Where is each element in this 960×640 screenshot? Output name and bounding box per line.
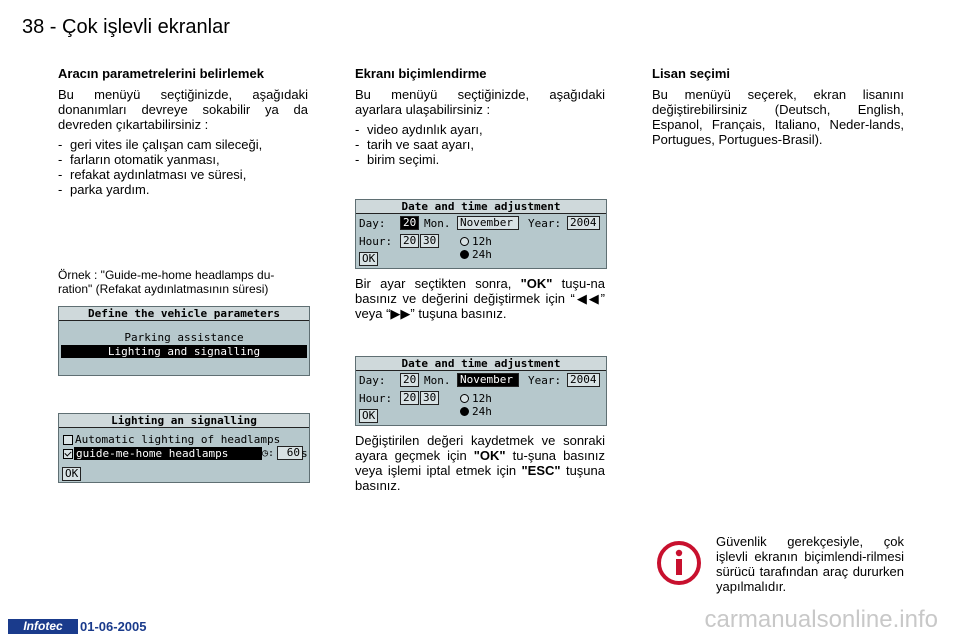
section-heading: Lisan seçimi — [652, 66, 731, 81]
list-item: - parka yardım. — [58, 182, 308, 197]
list-item: - birim seçimi. — [355, 152, 605, 167]
list-item: - refakat aydınlatması ve süresi, — [58, 167, 308, 182]
year-field[interactable]: 2004 — [567, 373, 600, 387]
radio-24h-label: 24h — [472, 248, 492, 261]
radio-off-icon — [460, 237, 469, 246]
day-field[interactable]: 20 — [400, 216, 419, 230]
option-auto-lighting: Automatic lighting of headlamps — [75, 433, 281, 446]
ok-button[interactable]: OK — [62, 467, 81, 481]
instruction-text: Değiştirilen değeri kaydetmek ve sonraki ayara geçmek için — [355, 433, 605, 463]
day-label: Day: — [359, 374, 386, 387]
section-intro: Bu menüyü seçtiğinizde, aşağıdaki ayarlara ulaşabilirsiniz : — [355, 87, 605, 117]
menu-item-parking[interactable]: Parking assistance — [124, 331, 244, 344]
example-caption: Örnek : "Guide-me-home headlamps du-ration" (Refakat aydınlatmasının süresi) — [58, 268, 275, 296]
day-label: Day: — [359, 217, 386, 230]
radio-24h-label: 24h — [472, 405, 492, 418]
language-section — [652, 66, 904, 152]
radio-12h-label: 12h — [472, 392, 492, 405]
month-label: Mon. — [424, 217, 451, 230]
watermark: carmanualsonline.info — [704, 606, 938, 633]
lighting-screen — [58, 413, 310, 483]
hour-field[interactable]: 20 — [400, 234, 419, 248]
hour-label: Hour: — [359, 235, 393, 248]
instruction-text: ” veya “ — [355, 291, 606, 321]
display-format-section — [355, 66, 605, 167]
radio-on-icon — [460, 407, 469, 416]
minute-field[interactable]: 30 — [420, 391, 439, 405]
list-item: - farların otomatik yanması, — [58, 152, 308, 167]
menu-item-lighting-selected[interactable]: Lighting and signalling — [61, 345, 307, 358]
ok-button[interactable]: OK — [359, 252, 378, 266]
month-label: Mon. — [424, 374, 451, 387]
list-item: - tarih ve saat ayarı, — [355, 137, 605, 152]
option-guide-me-home[interactable]: guide-me-home headlamps — [74, 447, 262, 460]
screen-title: Date and time adjustment — [356, 357, 606, 371]
minute-field[interactable]: 30 — [420, 234, 439, 248]
year-field[interactable]: 2004 — [567, 216, 600, 230]
clock-icon: ◷: — [262, 448, 275, 459]
day-field[interactable]: 20 — [400, 373, 419, 387]
list-item: - video aydınlık ayarı, — [355, 122, 605, 137]
ok-key-label: "OK" — [473, 448, 506, 463]
hour-label: Hour: — [359, 392, 393, 405]
duration-unit: s — [301, 447, 308, 460]
year-label: Year: — [528, 374, 562, 387]
hour-field[interactable]: 20 — [400, 391, 419, 405]
rewind-icon: ◀◀ — [574, 291, 601, 306]
year-label: Year: — [528, 217, 562, 230]
month-field[interactable]: November — [457, 373, 519, 387]
esc-key-label: "ESC" — [521, 463, 561, 478]
instruction-text: ” tuşuna basınız. — [410, 306, 507, 321]
instruction-save — [355, 433, 605, 498]
vehicle-params-screen — [58, 306, 310, 376]
section-text: Bu menüyü seçerek, ekran lisanını değiştirebilirsiniz (Deutsch, English, Espanol, Français, Italiano, Neder-lands, Portugues, Portugues-Brasil). — [652, 87, 904, 147]
safety-note: Güvenlik gerekçesiyle, çok işlevli ekranın biçimlendi-rilmesi sürücü tarafından araç dururken yapılmalıdır. — [716, 534, 904, 594]
vehicle-params-section — [58, 66, 308, 197]
infotec-logo: Infotec — [8, 619, 78, 634]
settings-list — [355, 122, 605, 167]
radio-12h[interactable] — [460, 392, 492, 405]
radio-24h[interactable] — [460, 248, 492, 261]
feature-list — [58, 137, 308, 197]
screen-title: Date and time adjustment — [356, 200, 606, 214]
section-intro: Bu menüyü seçtiğinizde, aşağıdaki donanımları devreye sokabilir ya da devreden çıkartabilirsiniz : — [58, 87, 308, 132]
radio-12h-label: 12h — [472, 235, 492, 248]
instruction-text: tuşu-na basınız ve değerini değiştirmek için “ — [355, 276, 605, 306]
forward-icon: ▶▶ — [390, 306, 411, 321]
instruction-text: Bir ayar seçtikten sonra, — [355, 276, 521, 291]
info-icon — [656, 540, 702, 591]
instruction-select — [355, 276, 605, 326]
radio-24h[interactable] — [460, 405, 492, 418]
section-heading: Aracın parametrelerini belirlemek — [58, 66, 264, 81]
section-heading: Ekranı biçimlendirme — [355, 66, 487, 81]
footer-date: 01-06-2005 — [80, 619, 147, 634]
ok-key-label: "OK" — [520, 276, 553, 291]
screen-title: Lighting an signalling — [59, 414, 309, 428]
radio-12h[interactable] — [460, 235, 492, 248]
instruction-text: tuşuna basınız. — [355, 463, 605, 493]
checkbox-auto-lighting[interactable] — [63, 435, 73, 445]
radio-off-icon — [460, 394, 469, 403]
month-field[interactable]: November — [457, 216, 519, 230]
duration-value[interactable]: 60 — [277, 446, 303, 460]
list-item: - geri vites ile çalışan cam sileceği, — [58, 137, 308, 152]
screen-title: Define the vehicle parameters — [59, 307, 309, 321]
radio-on-icon — [460, 250, 469, 259]
date-time-screen-2 — [355, 356, 607, 426]
ok-button[interactable]: OK — [359, 409, 378, 423]
page-title: 38 - Çok işlevli ekranlar — [22, 16, 230, 38]
instruction-text: tu-şuna basınız veya işlemi iptal etmek için — [355, 448, 605, 478]
checkbox-guide-me-home[interactable] — [63, 449, 73, 459]
date-time-screen-1 — [355, 199, 607, 269]
